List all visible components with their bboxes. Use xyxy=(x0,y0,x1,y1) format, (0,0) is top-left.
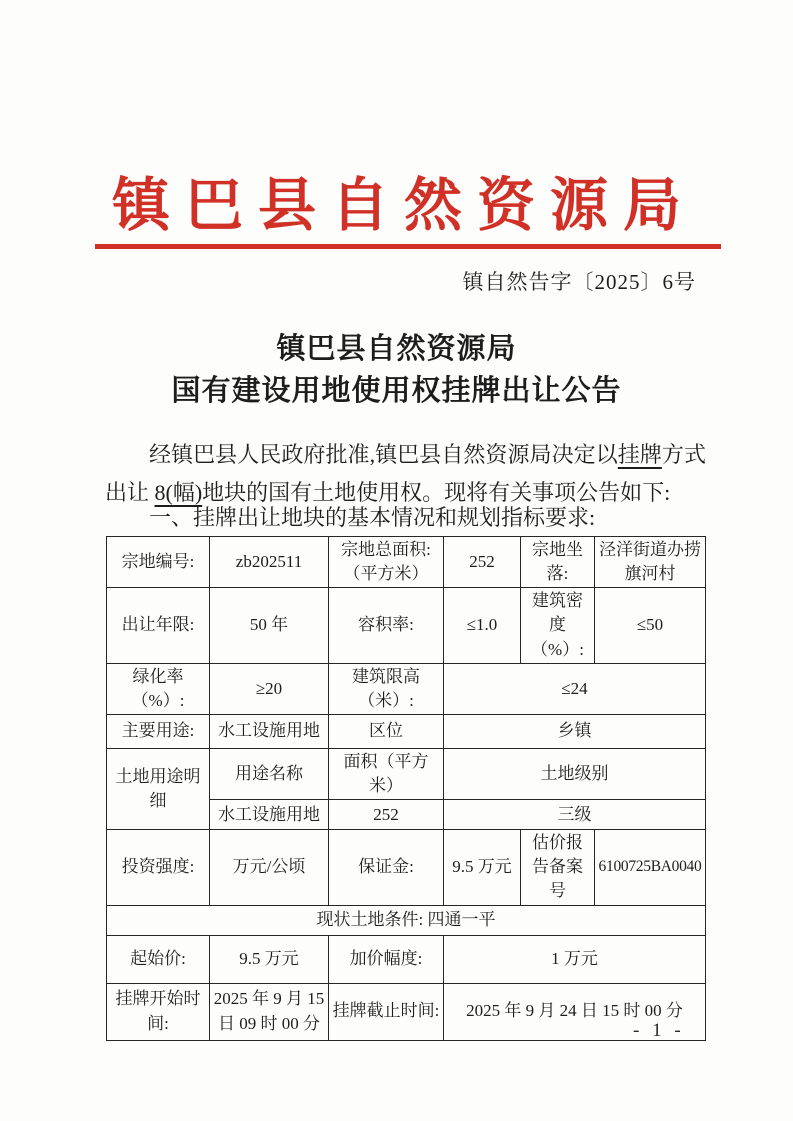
starting-price-label: 起始价: xyxy=(107,935,210,983)
land-grade-value: 三级 xyxy=(444,800,706,830)
listing-end-label: 挂牌截止时间: xyxy=(329,983,444,1040)
investment-intensity-label: 投资强度: xyxy=(107,830,210,905)
increment-label: 加价幅度: xyxy=(329,935,444,983)
table-row xyxy=(107,663,706,714)
doc-number: 镇自然告字〔2025〕6号 xyxy=(462,270,696,294)
table-row xyxy=(107,748,706,799)
letterhead-divider-rule xyxy=(95,244,721,249)
deposit-value: 9.5 万元 xyxy=(444,830,521,905)
intro-underlined-parcel-count: 8(幅) xyxy=(154,480,203,505)
table-row xyxy=(107,537,706,588)
appraisal-report-label: 估价报告备案号 xyxy=(521,830,595,905)
tenure-value: 50 年 xyxy=(210,588,329,663)
district-value: 乡镇 xyxy=(444,714,706,748)
starting-price-value: 9.5 万元 xyxy=(210,935,329,983)
listing-start-label: 挂牌开始时间: xyxy=(107,983,210,1040)
parcel-number-value: zb202511 xyxy=(210,537,329,588)
district-label: 区位 xyxy=(329,714,444,748)
greening-rate-label: 绿化率（%）: xyxy=(107,663,210,714)
deposit-label: 保证金: xyxy=(329,830,444,905)
greening-rate-value: ≥20 xyxy=(210,663,329,714)
table-row xyxy=(107,935,706,983)
height-limit-value: ≤24 xyxy=(444,663,706,714)
table-row xyxy=(107,983,706,1040)
land-grade-header: 土地级别 xyxy=(444,748,706,799)
letterhead-org-name: 镇巴县自然资源局 xyxy=(111,173,696,238)
location-value: 泾洋街道办捞旗河村 xyxy=(595,537,706,588)
current-land-condition: 现状土地条件: 四通一平 xyxy=(107,905,706,935)
land-info-table xyxy=(106,536,706,1041)
use-area-value: 252 xyxy=(329,800,444,830)
intro-segment-1: 经镇巴县人民政府批准,镇巴县自然资源局决定以 xyxy=(149,442,618,467)
plot-ratio-label: 容积率: xyxy=(329,588,444,663)
building-density-value: ≤50 xyxy=(595,588,706,663)
table-row xyxy=(107,905,706,935)
listing-start-value: 2025 年 9 月 15 日 09 时 00 分 xyxy=(210,983,329,1040)
total-area-label: 宗地总面积:（平方米） xyxy=(329,537,444,588)
main-use-label: 主要用途: xyxy=(107,714,210,748)
intro-underlined-listing-method: 挂牌 xyxy=(617,442,662,467)
appraisal-report-value: 6100725BA0040 xyxy=(595,830,706,905)
increment-value: 1 万元 xyxy=(444,935,706,983)
height-limit-label: 建筑限高（米）: xyxy=(329,663,444,714)
total-area-value: 252 xyxy=(444,537,521,588)
main-use-value: 水工设施用地 xyxy=(210,714,329,748)
page-number: - 1 - xyxy=(633,1020,685,1041)
building-density-label: 建筑密度（%）: xyxy=(521,588,595,663)
land-use-detail-label: 土地用途明细 xyxy=(107,748,210,829)
intro-paragraph xyxy=(105,436,706,512)
intro-segment-2: 方式出让 xyxy=(105,442,706,505)
announcement-title xyxy=(0,328,793,412)
use-name-value: 水工设施用地 xyxy=(210,800,329,830)
table-row xyxy=(107,588,706,663)
announcement-title-line2: 国有建设用地使用权挂牌出让公告 xyxy=(171,375,622,407)
investment-intensity-value: 万元/公顷 xyxy=(210,830,329,905)
parcel-number-label: 宗地编号: xyxy=(107,537,210,588)
use-name-header: 用途名称 xyxy=(210,748,329,799)
announcement-title-line1: 镇巴县自然资源局 xyxy=(276,333,517,365)
listing-end-value: 2025 年 9 月 24 日 15 时 00 分 xyxy=(444,983,706,1040)
section-heading: 一、挂牌出让地块的基本情况和规划指标要求: xyxy=(149,505,596,530)
table-row xyxy=(107,714,706,748)
plot-ratio-value: ≤1.0 xyxy=(444,588,521,663)
use-area-header: 面积（平方米） xyxy=(329,748,444,799)
table-row xyxy=(107,830,706,905)
location-label: 宗地坐落: xyxy=(521,537,595,588)
intro-segment-3: 地块的国有土地使用权。现将有关事项公告如下: xyxy=(202,480,671,505)
tenure-label: 出让年限: xyxy=(107,588,210,663)
